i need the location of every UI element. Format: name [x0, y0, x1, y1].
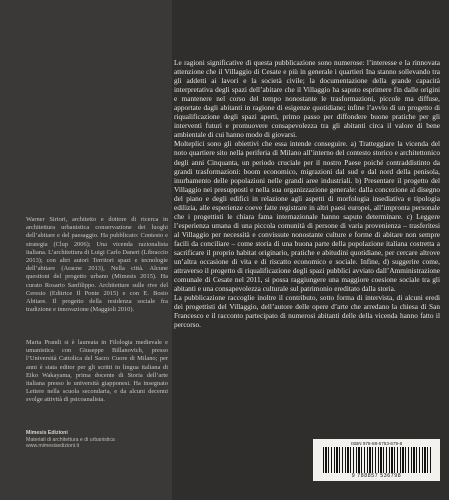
description-paragraph-1: Le ragioni significative di questa pubblicazione sono numerose: l’interesse e la rinnovata attenzione che il Villaggio di Cesate e più in generale i quartieri Ina stanno sollevando tra gli addetti ai lavori e la società civile; la documentazione della grande capacità interpretativa degli spazi dell’abitare che il Villaggio ha saputo esprimere fin dalle origini e mantenere nel corso del tempo nonostante le trasformazioni, piccole ma diffuse, apportate dagli abitanti in ragione di esigenze quotidiane; infine l’avvio di un progetto di riqualificazione degli spazi aperti, primo passo per diffondere buone pratiche per gli interventi futuri e promuovere consapevolezza tra gli abitanti circa il valore di bene ambientale di cui hanno modo di giovarsi.: [174, 58, 440, 140]
barcode-digits: 9 788857 536798: [351, 473, 402, 479]
description-paragraph-3: La pubblicazione raccoglie inoltre il contributo, sotto forma di intervista, di alcuni eredi dei progettisti del Villaggio, dell’autore delle opere d’arte che arredano la chiesa di San Francesco e il racconto partecipato di numerosi abitanti delle della vicenda hanno fatto il percorso.: [174, 293, 440, 330]
isbn-barcode: [313, 439, 440, 481]
authors-sidebar: [0, 0, 172, 500]
author-bio-prandi: Maria Prandi si è laureata in Filologia medievale e umanistica con Giuseppe Billanovich, presso l’Università Cattolica del Sacro Cuore di Milano; per anni è stata editor per gli scritti in lingua italiana di Eiko Wakayama, prima docente di Storia dell’arte italiana presso le università giapponesi. Ha insegnato Lettere nella scuola secondaria, e da alcuni decenni svolge attività di psicoanalista.: [26, 339, 168, 404]
author-bio-sirtori: Warner Sirtori, architetto e dottore di ricerca in architettura urbanistica conservazione dei luoghi dell’abitare e del paesaggio. Ha pubblicato: Contesto e strategia (Clup 2006); Una vicenda razionalista italiana. L’architettura di Luigi Carlo Daneri (Libraccio 2013); con altri autori Territori spazi e tecnologie dell’abitare (Aracne 2013), Nella città. Alcune questioni del progetto urbano (Mimesis 2015). Ha curato Rosario Sanfilippo. Architetture sulle rive del Ceresio (Editrice Il Ponte 2015) e con E. Bosio Abitare. Il progetto della residenza sociale fra tradizione e innovazione (Maggioli 2010).: [26, 216, 168, 314]
publisher-url: www.mimesisedizioni.it: [26, 443, 80, 450]
description-text: [174, 58, 440, 329]
description-paragraph-2: Molteplici sono gli obiettivi che essa intende conseguire. a) Tratteggiare la vicenda del noto quartiere sito nella periferia di Milano all’interno del contesto storico e architettonico degli anni Cinquanta, un periodo cruciale per il nostro Paese poiché contraddistinto da grandi trasformazioni: boom economico, migrazioni dal sud e dal nord della penisola, inurbamento delle popolazioni nelle grandi aree industriali. b) Presentare il progetto del Villaggio nei presupposti e nella sua organizzazione generale: dalla concezione al disegno del piano e degli edifici in relazione agli aspetti di morfologia insediativa e tipologia edilizia, alle esperienze coeve fatte registrare in altri paesi europei, all’impronta personale che i progettisti le chiara fama internazionale hanno saputo determinare. c) Leggere l’esperienza umana di una piccola comunità di persone di varia provenienza – trasferitesi al Villaggio per necessità e convissute nonostante culture e forme di abitare non sempre facili da conciliare – come storia di una buona parte della popolazione italiana costretta a sacrificare il proprio habitat originario, pratiche e abitudini quotidiane, per cercare altrove un’altra occasione di vita e di riscatto economico e sociale. Infine, d) suggerire come, attraverso il progetto di riqualificazione degli spazi pubblici avviato dall’Amministrazione comunale di Cesate nel 2011, si possa raggiungere una maggiore coesione sociale tra gli abitanti e una consapevolezza culturale sul patrimonio ereditato dalla storia.: [174, 139, 440, 294]
publisher-name: Mimesis Edizioni: [26, 430, 68, 436]
publisher-series: Materiali di architettura e di urbanistica: [26, 436, 115, 443]
isbn-label: ISBN 978-88-5753-679-8: [350, 441, 403, 446]
publisher-info: [26, 430, 166, 450]
barcode-bars: [323, 447, 433, 473]
